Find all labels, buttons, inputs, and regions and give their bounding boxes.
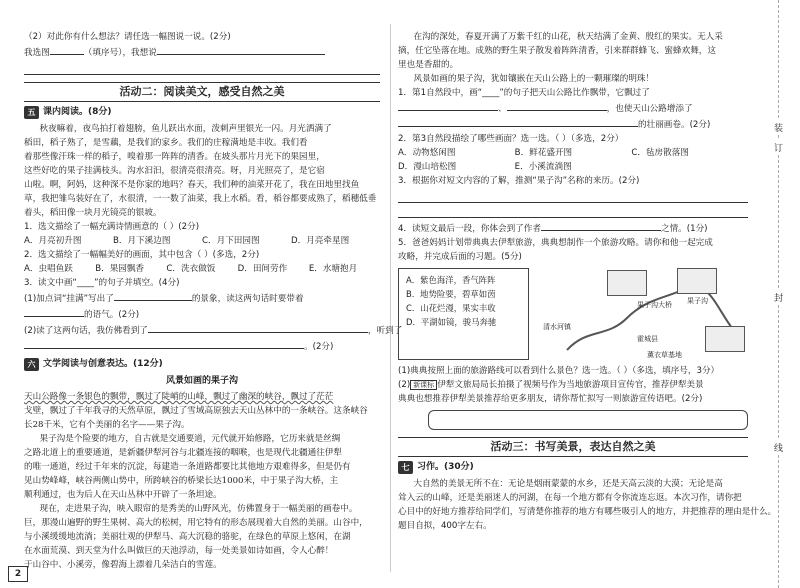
route-item: C．山花烂漫，果实丰收 bbox=[406, 303, 496, 313]
left-q3-1-cont bbox=[24, 306, 380, 322]
passage-cont-line: 风景如画的果子沟，犹如镶嵌在天山公路上的一颗璀璨的明珠！ bbox=[413, 74, 655, 84]
q3-1-label-2: 的景象，读这两句话时要带着 bbox=[191, 294, 304, 304]
section7-title: 习作。(30分) bbox=[417, 462, 474, 472]
passage-continued bbox=[398, 30, 748, 86]
passage1 bbox=[24, 122, 380, 220]
passage-cont-line: 摘，任它坠落在地。成熟的野生果子散发着阵阵清香，引来群群蜂飞、蜜蜂欢舞，这 bbox=[398, 46, 716, 56]
q1-blank-3[interactable] bbox=[398, 116, 638, 127]
q3-2-label-3: 。(2分) bbox=[304, 342, 334, 352]
map-label: 薰衣草基地 bbox=[647, 351, 682, 359]
margin-char: 线 bbox=[774, 440, 783, 455]
q4-label: 4．读短文最后一段，你体会到了作者 bbox=[398, 224, 541, 234]
passage1-line: 着头，稻田像一块月光镜亮的银坡。 bbox=[24, 208, 162, 218]
section5-number: 五 bbox=[24, 106, 39, 119]
passage1-line: 这些好吃的果子挂满枝头。沟水汩汩，很清亮很清亮。呀，月光照亮了，是它宿 bbox=[24, 166, 325, 176]
prompt-line: 心目中的好地方推荐给同学们，写清楚你推荐的地方有哪些吸引人的地方，并把推荐的理由是什么。 bbox=[398, 507, 777, 517]
option-a[interactable]: A．月亮初升图 bbox=[24, 236, 82, 246]
margin-char: 装 bbox=[774, 120, 783, 135]
passage2-line: 的唯一通道，经过千年来的沉淀，每建造一条道路都要比其他地方艰难得多，但是仍有 bbox=[24, 462, 351, 472]
passage2-line: 现在，走进果子沟，映入眼帘的是秀美的山野风光，仿佛置身于一幅美丽的画卷中。 bbox=[39, 504, 358, 514]
passage-cont-line: 里也是香甜的。 bbox=[398, 60, 459, 70]
new-curriculum-tag: 新课标 bbox=[410, 380, 437, 390]
q2-choose-label: 我选图 bbox=[24, 48, 50, 58]
route-item: A．紫色海洋，香气阵阵 bbox=[406, 275, 496, 285]
page-number: 2 bbox=[8, 566, 28, 582]
right-q5-2-cont: 典典也想推荐伊犁美景推荐给更多朋友，请你帮忙拟写一则旅游宣传语吧。(2分) bbox=[398, 394, 703, 404]
left-q3-1 bbox=[24, 290, 380, 306]
passage1-line: 着那些像汗珠一样的稻子，嗅着那一阵阵的清香。在坡头那片月光下的果园里， bbox=[24, 152, 325, 162]
q5-2-label-2: 伊犁文旅局局长拍摄了视频号作为当地旅游项目宣传官，推荐伊犁美景 bbox=[437, 380, 704, 390]
section7-number: 七 bbox=[398, 461, 413, 474]
route-options bbox=[398, 268, 529, 360]
right-q1-blanks: 、 ，也使天山公路增添了 bbox=[398, 100, 748, 116]
passage2-line: 之路北道上的重要通道，是新疆伊犁河谷与北疆连接的咽喉，也是现代北疆通往伊犁 bbox=[24, 448, 342, 458]
q3-2-label: (2)读了这两句话，我仿佛看到了 bbox=[24, 326, 148, 336]
section6-heading bbox=[24, 357, 380, 371]
binding-margin bbox=[758, 0, 800, 588]
q2-answer-line[interactable] bbox=[24, 62, 380, 75]
left-q3: 3．读文中画“____”的句子并填空。(4分) bbox=[24, 278, 180, 288]
q3-answer-line[interactable] bbox=[398, 205, 748, 218]
map-label: 果子沟大桥 bbox=[637, 301, 672, 309]
right-q1: 1．第1自然段中，画“____”的句子把天山公路比作飘带，它飘过了 bbox=[398, 88, 650, 98]
right-q5-2 bbox=[398, 378, 748, 392]
left-q2b: 2．选文描绘了一幅幅美好的画面，其中包含（ ）(多选，2分) bbox=[24, 250, 260, 260]
q5-2-label: (2) bbox=[398, 380, 411, 390]
prompt-line: 题目自拟，400字左右。 bbox=[398, 521, 492, 531]
q2-choose-label-2: （填序号），我想说 bbox=[83, 48, 157, 58]
passage2-line: 顺利通过，也为后人在天山丛林中开辟了一条坦途。 bbox=[24, 490, 222, 500]
q2-blank-answer[interactable] bbox=[157, 44, 325, 55]
left-q2: （2）对此你有什么想法？请任选一幅图说一说。(2分) bbox=[24, 32, 231, 42]
route-item: B．地势险要，碧草如茵 bbox=[406, 289, 496, 299]
right-q2-options-row2 bbox=[398, 160, 748, 174]
map-label: 果子沟 bbox=[687, 297, 708, 305]
option-c[interactable]: C．洗衣做饭 bbox=[166, 264, 216, 274]
q3-1-label-3: 的语气。(2分) bbox=[84, 310, 140, 320]
q3-1-label: (1)加点词“挂满”写出了 bbox=[24, 294, 114, 304]
right-q5-1: (1)典典按照上面的旅游路线可以看到什么景色？选一选。（ ）（多选，填序号，3分） bbox=[398, 366, 720, 376]
q4-blank[interactable] bbox=[541, 220, 661, 231]
passage-cont-line: 在沟的深处，春夏开满了万紫千红的山花，秋天结满了金黄、殷红的果实。无人采 bbox=[413, 32, 723, 42]
q4-label-2: 之情。(1分) bbox=[660, 224, 708, 234]
passage1-line: 山啦。啊，阿妈，这种深不是你家的地吗？春天，我们种的油菜开花了，我在田地里找鱼 bbox=[24, 180, 360, 190]
column-divider bbox=[390, 24, 391, 572]
left-q1-options bbox=[24, 234, 380, 248]
q3-2-blank[interactable] bbox=[148, 322, 368, 333]
q3-2-label-2: ，听到了 bbox=[367, 326, 403, 336]
right-q2-options-row1 bbox=[398, 146, 748, 160]
route-item: D．平湖如镜，骏马奔驰 bbox=[406, 317, 497, 327]
passage2-line: 果子沟是个险要的地方，自古就是交通要道，元代就开始修路，它历来就是丝绸 bbox=[39, 434, 341, 444]
q1-blank-1[interactable] bbox=[398, 100, 498, 111]
right-q3: 3．根据你对短文内容的了解，推测“果子沟”名称的来历。(2分) bbox=[398, 176, 640, 186]
right-q4 bbox=[398, 220, 748, 236]
passage2-line: 于山谷中、小溪旁，像碧海上漂着几朵洁白的雪莲。 bbox=[24, 560, 222, 570]
passage1-line: 稻田，稻子熟了，是雪藕，是我们的家乡。我们的庄稼满地是丰收。我们看 bbox=[24, 138, 308, 148]
option-d[interactable]: D．田间劳作 bbox=[237, 264, 288, 274]
travel-route bbox=[398, 268, 748, 360]
passage2-line: 见山势峰峰，峡谷两侧山势中，所跨峡谷的桥梁长达1000米，中于果子沟大桥，主 bbox=[24, 476, 339, 486]
slogan-answer-box[interactable] bbox=[428, 410, 748, 430]
q3-answer-line[interactable] bbox=[398, 190, 748, 203]
option-c[interactable]: C．毡房散落图 bbox=[631, 148, 689, 158]
passage2-line: 与小溪缓缓地流淌；美丽壮观的伊犁马、高大沉稳的骆驼，在绿色的草原上悠闲，在湖 bbox=[24, 532, 351, 542]
section7-heading bbox=[398, 460, 748, 474]
activity2-title: 活动二：阅读美文，感受自然之美 bbox=[24, 82, 380, 102]
passage2-line: 在水面荒漠、到天堂为什么叫做巨的天池浮动，每一处美景如诗如画，令人心醉！ bbox=[24, 546, 334, 556]
margin-char: 订 bbox=[774, 140, 783, 155]
map-label: 霍城县 bbox=[637, 335, 658, 343]
map-photo bbox=[677, 268, 717, 294]
prompt-line: 耸入云的山峰，还是美丽迷人的河湖，在每一个地方都有令你流连忘返。本次习作，请你把 bbox=[398, 493, 742, 503]
passage2-line: 戈壁，飘过了千年我寻的天然草原，飘过了雪域高原独去天山丛林中的一条峡谷。这条峡谷 bbox=[24, 406, 368, 416]
option-b[interactable]: B．鲜花盛开图 bbox=[514, 148, 573, 158]
right-q5-cont: 攻略，并完成后面的习题。(5分) bbox=[398, 252, 522, 262]
passage1-line: 草，我把雏鸟装好在了，水很清，一一数了油菜，我上水稻。看，稻谷都要成熟了，稻穗低垂 bbox=[24, 194, 377, 204]
option-b[interactable]: B．月下溪边图 bbox=[113, 236, 171, 246]
map-photo bbox=[607, 270, 647, 296]
q3-1-blank-2[interactable] bbox=[24, 306, 84, 317]
prompt-line: 大自然的美景无所不在：无论是烟雨蒙蒙的水乡，还是天高云淡的大漠；无论是高 bbox=[413, 479, 723, 489]
option-a[interactable]: A．动物悠闲图 bbox=[398, 148, 456, 158]
right-q1-cont bbox=[398, 116, 748, 132]
route-map bbox=[537, 268, 747, 360]
q1-blank-2[interactable] bbox=[507, 100, 607, 111]
option-c[interactable]: C．月下田园图 bbox=[202, 236, 260, 246]
option-b[interactable]: B．果园飘香 bbox=[95, 264, 145, 274]
section5-title: 课内阅读。(8分) bbox=[43, 107, 112, 117]
margin-char: 封 bbox=[774, 290, 783, 305]
essay-prompt bbox=[398, 477, 777, 533]
left-q3-2 bbox=[24, 322, 403, 338]
activity3-title: 活动三：书写美景，表达自然之美 bbox=[398, 437, 748, 457]
section5-heading bbox=[24, 105, 380, 119]
right-q5: 5．爸爸妈妈计划带典典去伊犁旅游，典典想制作一个旅游攻略。请你和他一起完成 bbox=[398, 238, 713, 248]
section6-number: 六 bbox=[24, 358, 39, 371]
right-column bbox=[398, 30, 777, 533]
option-d[interactable]: D．漫山培松图 bbox=[398, 162, 457, 172]
q3-1-blank[interactable] bbox=[114, 290, 192, 301]
option-a[interactable]: A．虫唱鱼跃 bbox=[24, 264, 73, 274]
left-q1: 1．选文描绘了一幅充满诗情画意的（ ）(2分) bbox=[24, 222, 200, 232]
left-column bbox=[24, 30, 403, 572]
q1-label-3: 的壮丽画卷。(2分) bbox=[638, 120, 711, 130]
q1-label-2: ，也使天山公路增添了 bbox=[606, 104, 693, 114]
passage2-line: 天山公路像一条银色的飘带，飘过了陡峭的山峰，飘过了幽深的峡谷，飘过了茫茫 bbox=[24, 392, 334, 402]
option-e[interactable]: E．水塘抱月 bbox=[308, 264, 358, 274]
option-e[interactable]: E．小溪流淌图 bbox=[514, 162, 572, 172]
left-q2b-options bbox=[24, 262, 380, 276]
essay-title: 风景如画的果子沟 bbox=[165, 376, 238, 386]
section6-title: 文学阅读与创意表达。(12分) bbox=[43, 359, 163, 369]
map-photo bbox=[705, 326, 745, 352]
option-d[interactable]: D．月亮牵星图 bbox=[291, 236, 350, 246]
passage2-line: 巨，那漫山遍野的野生果树、高大的松树，用它特有的形态展现着大自然的美丽。山谷中， bbox=[24, 518, 368, 528]
q2-blank-number[interactable] bbox=[50, 44, 84, 55]
map-label: 清水河镇 bbox=[543, 323, 571, 331]
left-q2-answer bbox=[24, 44, 380, 60]
passage1-line: 秋夜嘛着，夜鸟拍打着翅膀，鱼儿跃出水面，泼刺声里银光一闪。月光洒满了 bbox=[39, 124, 332, 134]
q3-2-blank-2[interactable] bbox=[24, 338, 304, 349]
right-q2: 2．第3自然段描绘了哪些画面？选一选。（ ）（多选，2分） bbox=[398, 134, 624, 144]
passage2-line: 长28千米，它有个美丽的名字——果子沟。 bbox=[24, 420, 190, 430]
left-q3-2-cont bbox=[24, 338, 380, 354]
passage2 bbox=[24, 390, 380, 572]
